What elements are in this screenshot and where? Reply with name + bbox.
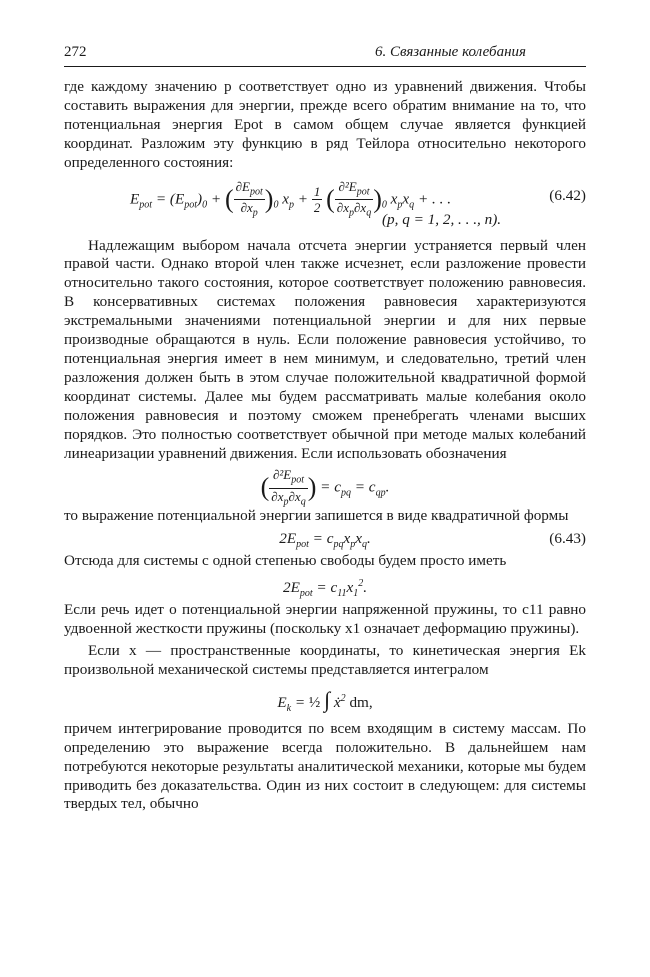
paragraph-5: Если речь идет о потенциальной энергии напряженной пружины, то c11 равно удвоенной жесткости пружины (поскольку x1 означает деформацию пружины). [64,601,586,638]
paragraph-7: причем интегрирование проводится по всем входящим в систему массам. По определению это выражение всегда положительно. В дальнейшем нам потребуются некоторые результаты аналитической механики, которые мы будем приводить без доказательства. Один из них состоит в следующем: для системы твердых тел, обычно [64,719,586,813]
page-header [64,44,586,66]
kinetic-energy-integral: $E_k$ = ½ ∫ ẋ$^2$ dm, [277,686,373,714]
paragraph-6: Если x — пространственные координаты, то кинетическая энергия Ek произвольной механической системы представляется интегралом [64,642,586,678]
paragraph-2: Надлежащим выбором начала отсчета энергии устраняется первый член правой части. Однако второй член также исчезнет, если разложение провести относительно такого состояния, которое соответствует положению равновесия. В консервативных системах положения равновесия характеризуются экстремальными значениями потенциальной энергии и для них первые производные обращаются в нуль. Если положение равновесия устойчиво, то потенциальная энергия имеет в нем минимум, и следовательно, третий член разложения должен быть в этом случае положительной квадратичной формой координат системы. Далее мы будем рассматривать малые колебания около положения равновесия и поэтому сможем пренебрегать членами высших порядков. Это полностью соответствует обычной при методе малых колебаний линеаризации уравнений движения. Если использовать обозначения [64,236,586,462]
page-number: 272 [64,44,87,60]
equation-number-6-43: (6.43) [549,530,586,548]
single-dof-equation: $2E_{pot} = c_{11}x_1^2$. [282,578,368,600]
paragraph-3: то выражение потенциальной энергии запишется в виде квадратичной формы [64,507,569,525]
page-body [64,78,586,814]
equation-6-42: $E_{pot} = (E_{pot})_0$ + ( $\frac{\partial E_{pot}}{\partial x_p}$ )$_0$ $x_p$ + $\frac{1}{2}$ ( $\frac{\partial^2E_{pot}}{\partial x_p\partial x_q}$ )$_0$ $x_px_q$ + . . . (6.42) (p, q = 1, 2, . . ., n). [130,178,586,228]
header-rule [64,66,586,67]
running-title: 6. Связанные колебания [375,44,526,60]
equation-6-43: $2E_{pot} = c_{pq}x_px_q$. (6.43) [279,530,586,551]
paragraph-1: где каждому значению p соответствует одно из уравнений движения. Чтобы составить выражения для энергии, прежде всего обратим внимание на то, что потенциальная энергия Epot в самом общем случае является функцией координат. Разложим эту функцию в ряд Тейлора относительно некоторого определенного состояния: [64,78,586,171]
paragraph-4: Отсюда для системы с одной степенью свободы будем просто иметь [64,552,507,570]
equation-number-6-42: (6.42) [549,186,586,204]
index-range: (p, q = 1, 2, . . ., n). [382,210,502,228]
notation-equation: ( $\frac{\partial^2E_{pot}}{\partial x_p\partial x_q}$ ) = $c_{pq} = c_{qp}$. [260,467,390,508]
